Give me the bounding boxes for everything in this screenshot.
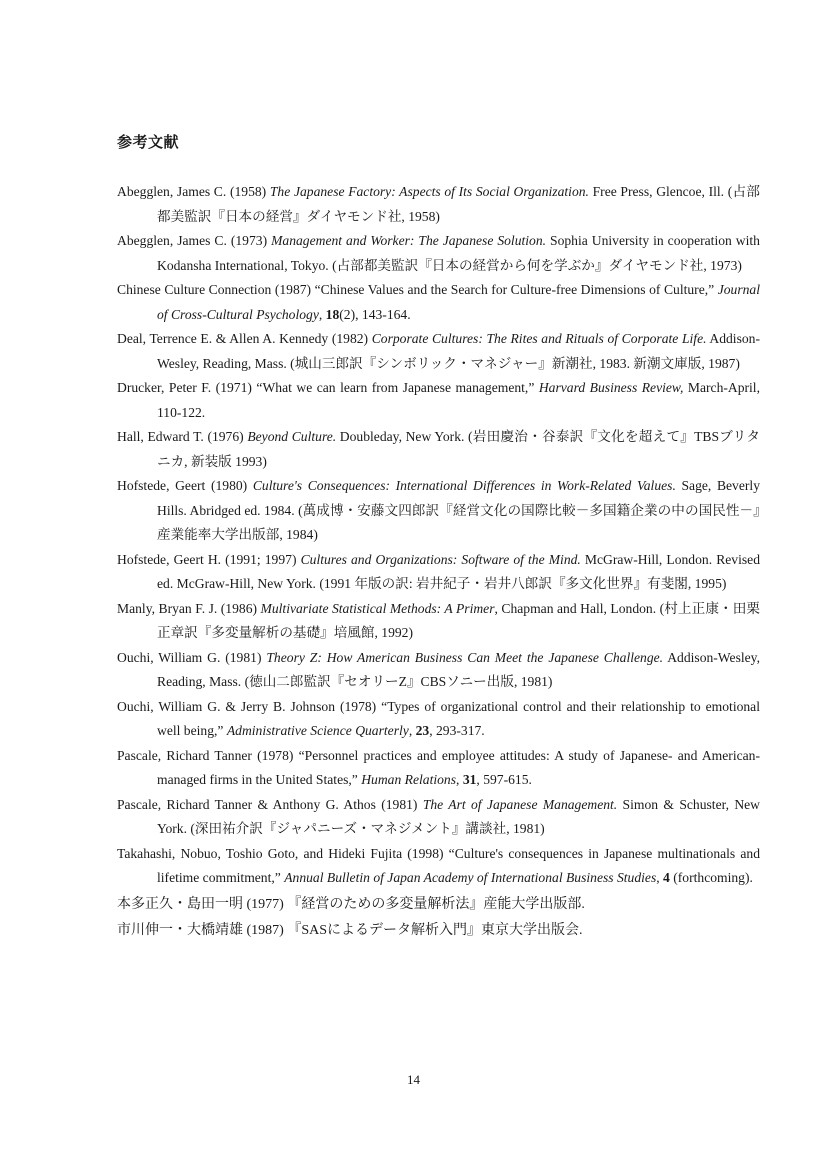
reference-entry: Manly, Bryan F. J. (1986) Multivariate Statistical Methods: A Primer, Chapman and Hall, London. (村上正康・田栗正章訳『多変量解析の基礎』培風館, 1992) — [117, 600, 760, 640]
reference-entry: Abegglen, James C. (1973) Management and Worker: The Japanese Solution. Sophia University in cooperation with Kodansha International, Tokyo. (占部都美監訳『日本の経営から何を学ぶか』ダイヤモンド社, 1973) — [117, 233, 760, 273]
reference-title: The Art of Japanese Management. — [422, 796, 618, 812]
journal-title: Annual Bulletin of Japan Academy of International Business Studies — [284, 870, 657, 885]
journal-volume: 31 — [462, 772, 477, 787]
japanese-reference-entry: 市川伸一・大橋靖雄 (1987) 『SASによるデータ解析入門』東京大学出版会. — [117, 923, 583, 938]
reference-title: Culture's Consequences: International Differences in Work-Related Values. — [252, 478, 676, 493]
references-heading: 参考文献 — [117, 133, 180, 151]
reference-title: Multivariate Statistical Methods: A Primer — [260, 600, 495, 616]
reference-title: Theory Z: How American Business Can Meet the Japanese Challenge. — [266, 649, 664, 665]
journal-volume: 4 — [663, 870, 670, 885]
journal-title: Human Relations — [361, 772, 457, 787]
reference-entry: Pascale, Richard Tanner & Anthony G. Athos (1981) The Art of Japanese Management. Simon & Schuster, New York. (深田祐介訳『ジャパニーズ・マネジメント』講談社, 1981) — [117, 796, 760, 836]
reference-entry: Deal, Terrence E. & Allen A. Kennedy (1982) Corporate Cultures: The Rites and Rituals of Corporate Life. Addison-Wesley, Reading, Mass. (城山三郎訳『シンボリック・マネジャー』新潮社, 1983. 新潮文庫版, 1987) — [117, 331, 760, 371]
reference-title: Beyond Culture. — [247, 429, 337, 444]
journal-volume: 18 — [325, 306, 340, 322]
reference-title: Corporate Cultures: The Rites and Rituals of Corporate Life. — [371, 331, 707, 346]
journal-title: Harvard Business Review, — [538, 380, 684, 395]
reference-entry: Chinese Culture Connection (1987) “Chinese Values and the Search for Culture-free Dimensions of Culture,” Journal of Cross-Cultural Psychology, 18(2), 143-164. — [117, 282, 760, 322]
reference-entry: Drucker, Peter F. (1971) “What we can learn from Japanese management,” Harvard Business Review, March-April, 110-122. — [117, 380, 760, 420]
reference-title: Cultures and Organizations: Software of the Mind. — [300, 551, 581, 567]
reference-entry: Abegglen, James C. (1958) The Japanese Factory: Aspects of Its Social Organization. Free Press, Glencoe, Ill. (占部都美監訳『日本の経営』ダイヤモンド社, 1958) — [117, 184, 760, 224]
journal-title: Journal of Cross-Cultural Psychology — [157, 282, 760, 322]
japanese-reference-entry: 本多正久・島田一明 (1977) 『経営のための多変量解析法』産能大学出版部. — [117, 896, 585, 912]
reference-title: Management and Worker: The Japanese Solution. — [271, 233, 547, 248]
reference-entry: Hall, Edward T. (1976) Beyond Culture. Doubleday, New York. (岩田慶治・谷泰訳『文化を超えて』TBSブリタニカ, 新装版 1993) — [117, 429, 761, 469]
reference-entry: Ouchi, William G. & Jerry B. Johnson (1978) “Types of organizational control and their relationship to emotional well being,” Administrative Science Quarterly, 23, 293-317. — [117, 698, 760, 738]
reference-title: The Japanese Factory: Aspects of Its Social Organization. — [269, 184, 589, 199]
reference-entry: Takahashi, Nobuo, Toshio Goto, and Hideki Fujita (1998) “Culture's consequences in Japanese multinationals and lifetime commitment,” Annual Bulletin of Japan Academy of International Business Studies, 4 (forthcoming). — [117, 845, 760, 885]
journal-title: Administrative Science Quarterly — [226, 723, 409, 738]
reference-list — [117, 180, 760, 944]
reference-entry: Hofstede, Geert (1980) Culture's Consequences: International Differences in Work-Related Values. Sage, Beverly Hills. Abridged ed. 1984. (萬成博・安藤文四郎訳『経営文化の国際比較－多国籍企業の中の国民性－』産業能率大学出版部, 1984) — [117, 478, 760, 542]
journal-volume: 23 — [415, 723, 430, 738]
reference-entry: Hofstede, Geert H. (1991; 1997) Cultures and Organizations: Software of the Mind. McGraw-Hill, London. Revised ed. McGraw-Hill, New York. (1991 年版の訳: 岩井紀子・岩井八郎訳『多文化世界』有斐閣, 1995) — [117, 551, 760, 591]
reference-entry: Ouchi, William G. (1981) Theory Z: How American Business Can Meet the Japanese Challenge. Addison-Wesley, Reading, Mass. (徳山二郎監訳『セオリーZ』CBSソニー出版, 1981) — [117, 649, 760, 689]
reference-entry: Pascale, Richard Tanner (1978) “Personnel practices and employee attitudes: A study of Japanese- and American-managed firms in the United States,” Human Relations, 31, 597-615. — [117, 747, 760, 787]
page-number: 14 — [407, 1072, 420, 1087]
